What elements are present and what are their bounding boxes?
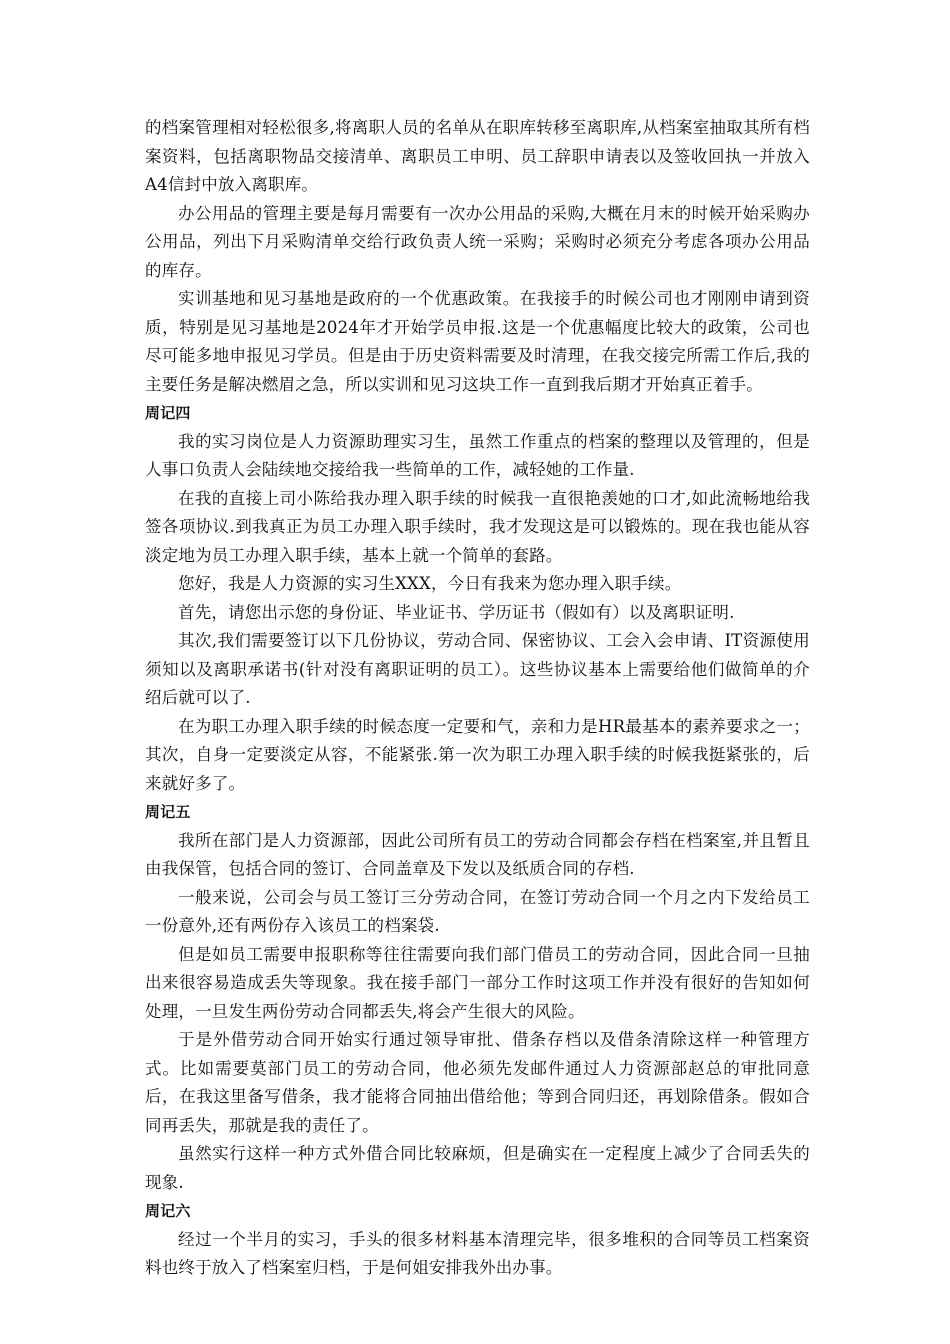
paragraph: 其次,我们需要签订以下几份协议，劳动合同、保密协议、工会入会申请、IT资源使用须知以及离职承诺书(针对没有离职证明的员工）。这些协议基本上需要给他们做简单的介绍后就可以了. (145, 631, 810, 707)
section-heading-week4: 周记四 (145, 404, 191, 422)
paragraph: 首先，请您出示您的身份证、毕业证书、学历证书（假如有）以及离职证明. (178, 602, 735, 622)
paragraph: 一般来说，公司会与员工签订三分劳动合同，在签订劳动合同一个月之内下发给员工一份意外,还有两份存入该员工的档案袋. (145, 887, 810, 935)
paragraph: 在为职工办理入职手续的时候态度一定要和气，亲和力是HR最基本的素养要求之一；其次，自身一定要淡定从容，不能紧张.第一次为职工办理入职手续的时候我挺紧张的，后来就好多了。 (145, 716, 810, 793)
paragraph: 但是如员工需要申报职称等往往需要向我们部门借员工的劳动合同，因此合同一旦抽出来很容易造成丢失等现象。我在接手部门一部分工作时这项工作并没有很好的告知如何处理，一旦发生两份劳动合同都丢失,将会产生很大的风险。 (145, 944, 810, 1021)
section-heading-week5: 周记五 (145, 803, 191, 821)
paragraph: 我的实习岗位是人力资源助理实习生，虽然工作重点的档案的整理以及管理的，但是人事口负责人会陆续地交接给我一些简单的工作，减轻她的工作量. (145, 431, 810, 479)
paragraph: 经过一个半月的实习，手头的很多材料基本清理完毕，很多堆积的合同等员工档案资料也终于放入了档案室归档，于是何姐安排我外出办事。 (145, 1229, 810, 1277)
paragraph: 于是外借劳动合同开始实行通过领导审批、借条存档以及借条清除这样一种管理方式。比如需要莫部门员工的劳动合同，他必须先发邮件通过人力资源部赵总的审批同意后，在我这里备写借条，我才能将合同抽出借给他；等到合同归还，再划除借条。假如合同再丢失，那就是我的责任了。 (145, 1030, 810, 1135)
paragraph: 您好，我是人力资源的实习生XXX，今日有我来为您办理入职手续。 (178, 574, 682, 593)
paragraph: 虽然实行这样一种方式外借合同比较麻烦，但是确实在一定程度上减少了合同丢失的现象. (145, 1144, 810, 1192)
paragraph: 在我的直接上司小陈给我办理入职手续的时候我一直很艳羡她的口才,如此流畅地给我签各项协议.到我真正为员工办理入职手续时，我才发现这是可以锻炼的。现在我也能从容淡定地为员工办理入职手续，基本上就一个简单的套路。 (145, 488, 810, 565)
paragraph: 我所在部门是人力资源部，因此公司所有员工的劳动合同都会存档在档案室,并且暂且由我保管，包括合同的签订、合同盖章及下发以及纸质合同的存档. (145, 830, 810, 878)
paragraph: 的档案管理相对轻松很多,将离职人员的名单从在职库转移至离职库,从档案室抽取其所有档案资料，包括离职物品交接清单、离职员工申明、员工辞职申请表以及签收回执一并放入A4信封中放入离职库。 (145, 118, 810, 194)
paragraph: 实训基地和见习基地是政府的一个优惠政策。在我接手的时候公司也才刚刚申请到资质，特别是见习基地是2024年才开始学员申报.这是一个优惠幅度比较大的政策，公司也尽可能多地申报见习学员。但是由于历史资料需要及时清理，在我交接完所需工作后,我的主要任务是解决燃眉之急，所以实训和见习这块工作一直到我后期才开始真正着手。 (145, 289, 810, 394)
section-heading-week6: 周记六 (145, 1202, 191, 1220)
paragraph: 办公用品的管理主要是每月需要有一次办公用品的采购,大概在月末的时候开始采购办公用品，列出下月采购清单交给行政负责人统一采购；采购时必须充分考虑各项办公用品的库存。 (145, 203, 810, 280)
document-page (145, 114, 810, 1283)
